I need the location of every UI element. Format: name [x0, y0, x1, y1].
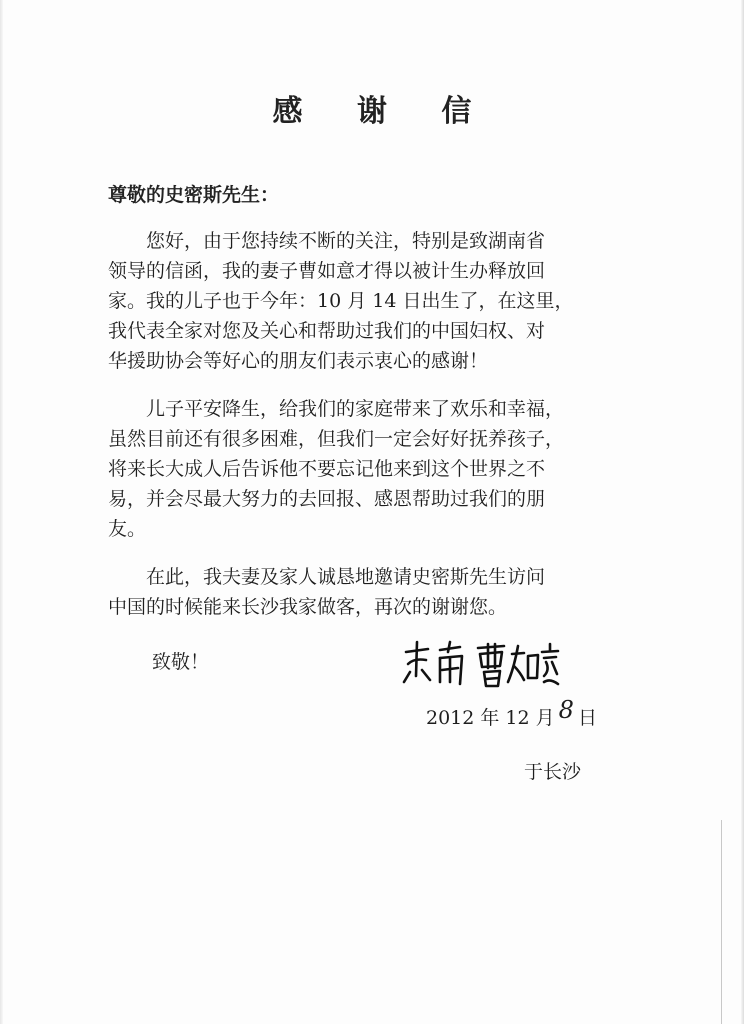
- date-day-handwritten: 8: [558, 696, 574, 724]
- paragraph-1-line: 华援助协会等好心的朋友们表示衷心的感谢！: [108, 350, 489, 372]
- paragraph-1-line: 我代表全家对您及关心和帮助过我们的中国妇权、对: [108, 320, 546, 342]
- paragraph-1-line: 您好，由于您持续不断的关注，特别是致湖南省: [108, 230, 546, 252]
- paragraph-2-line: 将来长大成人后告诉他不要忘记他来到这个世界之不: [108, 458, 546, 480]
- paragraph-2-line: 虽然目前还有很多困难，但我们一定会好好抚养孩子，: [108, 428, 565, 450]
- closing: 致敬！: [152, 651, 210, 673]
- paragraph-3: [108, 562, 648, 622]
- handwritten-signature: [400, 638, 560, 690]
- salutation: 尊敬的史密斯先生：: [108, 184, 280, 206]
- paragraph-1-line: 领导的信函，我的妻子曹如意才得以被计生办释放回: [108, 260, 546, 282]
- letter-date: [426, 696, 597, 730]
- paragraph-2-line: 友。: [108, 518, 147, 540]
- date-year-month: 2012 年 12 月: [426, 707, 555, 729]
- paragraph-3-line: 中国的时候能来长沙我家做客，再次的谢谢您。: [108, 596, 508, 618]
- paragraph-1-line: 家。我的儿子也于今年：10 月 14 日出生了，在这里，: [108, 290, 574, 312]
- letter-place: 于长沙: [524, 761, 582, 783]
- paragraph-2: [108, 394, 648, 544]
- date-day-suffix: 日: [577, 707, 597, 729]
- paragraph-2-line: 儿子平安降生，给我们的家庭带来了欢乐和幸福，: [108, 398, 565, 420]
- paragraph-2-line: 易，并会尽最大努力的去回报、感恩帮助过我们的朋: [108, 488, 546, 510]
- page-left-edge: [0, 0, 3, 1024]
- paragraph-1: [108, 226, 648, 376]
- paragraph-3-line: 在此，我夫妻及家人诚恳地邀请史密斯先生访问: [108, 566, 546, 588]
- scan-artifact-line: [721, 820, 722, 1024]
- letter-title: 感 谢 信: [272, 94, 494, 129]
